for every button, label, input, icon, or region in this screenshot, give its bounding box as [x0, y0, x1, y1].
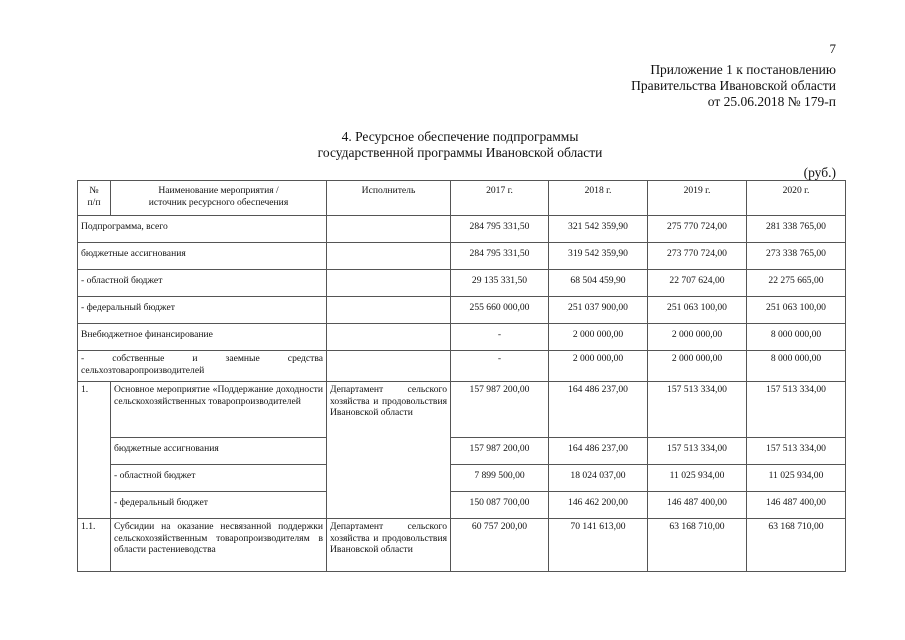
table-row	[78, 351, 846, 382]
value-2018: 2 000 000,00	[549, 351, 648, 382]
table-row	[78, 243, 846, 270]
value-2019: 2 000 000,00	[648, 324, 747, 351]
value-2017: 157 987 200,00	[451, 382, 549, 438]
header-name	[111, 181, 327, 216]
table-row	[78, 438, 846, 465]
value-2017: 29 135 331,50	[451, 270, 549, 297]
value-2018: 164 486 237,00	[549, 438, 648, 465]
row-label: - собственные и заемные средства сельхозтоваропроизводителей	[78, 351, 327, 382]
value-2017: 284 795 331,50	[451, 243, 549, 270]
value-2019: 275 770 724,00	[648, 216, 747, 243]
value-2018: 319 542 359,90	[549, 243, 648, 270]
value-2018: 70 141 613,00	[549, 519, 648, 572]
row-label: Подпрограмма, всего	[78, 216, 327, 243]
table-row	[78, 519, 846, 572]
header-text: Наименование мероприятия /	[158, 185, 279, 196]
value-2020: 8 000 000,00	[747, 324, 846, 351]
value-2018: 146 462 200,00	[549, 492, 648, 519]
value-2017: 7 899 500,00	[451, 465, 549, 492]
item-name: Субсидии на оказание несвязанной поддержки сельскохозяйственным товаропроизводителям в области растениеводства	[111, 519, 327, 572]
header-2019: 2019 г.	[648, 181, 747, 216]
value-2019: 273 770 724,00	[648, 243, 747, 270]
resolution-note-line: Приложение 1 к постановлению	[650, 62, 836, 77]
value-2019: 11 025 934,00	[648, 465, 747, 492]
item-name: Основное мероприятие «Поддержание доходности сельскохозяйственных товаропроизводителей	[111, 382, 327, 438]
value-2018: 321 542 359,90	[549, 216, 648, 243]
value-2020: 157 513 334,00	[747, 382, 846, 438]
value-2019: 157 513 334,00	[648, 382, 747, 438]
value-2019: 2 000 000,00	[648, 351, 747, 382]
currency-unit: (руб.)	[803, 165, 836, 180]
section-title-line: государственной программы Ивановской области	[317, 145, 603, 160]
value-2019: 63 168 710,00	[648, 519, 747, 572]
value-2020: 11 025 934,00	[747, 465, 846, 492]
item-executor: Департамент сельского хозяйства и продовольствия Ивановской области	[327, 382, 451, 519]
value-2017: 255 660 000,00	[451, 297, 549, 324]
value-2020: 281 338 765,00	[747, 216, 846, 243]
section-title-line: 4. Ресурсное обеспечение подпрограммы	[341, 129, 579, 144]
item-number: 1.1.	[78, 519, 111, 572]
row-label: - областной бюджет	[78, 270, 327, 297]
resolution-note-line: Правительства Ивановской области	[631, 78, 836, 93]
value-2020: 157 513 334,00	[747, 438, 846, 465]
section-title	[0, 129, 905, 161]
header-number	[78, 181, 111, 216]
row-executor	[327, 216, 451, 243]
table-row	[78, 382, 846, 438]
table-row	[78, 324, 846, 351]
value-2018: 68 504 459,90	[549, 270, 648, 297]
row-label: бюджетные ассигнования	[111, 438, 327, 465]
row-executor	[327, 243, 451, 270]
value-2017: -	[451, 324, 549, 351]
resource-table	[77, 180, 846, 572]
header-2018: 2018 г.	[549, 181, 648, 216]
table-row	[78, 270, 846, 297]
header-text: источник ресурсного обеспечения	[148, 196, 289, 208]
row-label: Внебюджетное финансирование	[78, 324, 327, 351]
value-2019: 157 513 334,00	[648, 438, 747, 465]
value-2020: 251 063 100,00	[747, 297, 846, 324]
row-label: - областной бюджет	[111, 465, 327, 492]
value-2017: 150 087 700,00	[451, 492, 549, 519]
row-label: - федеральный бюджет	[78, 297, 327, 324]
value-2017: 157 987 200,00	[451, 438, 549, 465]
value-2017: -	[451, 351, 549, 382]
table-row	[78, 216, 846, 243]
row-label: - федеральный бюджет	[111, 492, 327, 519]
value-2018: 18 024 037,00	[549, 465, 648, 492]
value-2019: 251 063 100,00	[648, 297, 747, 324]
row-label: бюджетные ассигнования	[78, 243, 327, 270]
table-row	[78, 297, 846, 324]
header-2020: 2020 г.	[747, 181, 846, 216]
header-executor: Исполнитель	[327, 181, 451, 216]
value-2018: 164 486 237,00	[549, 382, 648, 438]
value-2018: 2 000 000,00	[549, 324, 648, 351]
page-number: 7	[829, 41, 836, 56]
value-2020: 63 168 710,00	[747, 519, 846, 572]
header-text: п/п	[87, 196, 101, 208]
item-number: 1.	[78, 382, 111, 519]
header-2017: 2017 г.	[451, 181, 549, 216]
value-2017: 60 757 200,00	[451, 519, 549, 572]
value-2019: 146 487 400,00	[648, 492, 747, 519]
value-2020: 273 338 765,00	[747, 243, 846, 270]
row-executor	[327, 324, 451, 351]
resolution-note-line: от 25.06.2018 № 179-п	[707, 94, 836, 109]
table-row	[78, 492, 846, 519]
table-header-row	[78, 181, 846, 216]
value-2020: 146 487 400,00	[747, 492, 846, 519]
row-executor	[327, 297, 451, 324]
row-executor	[327, 270, 451, 297]
value-2019: 22 707 624,00	[648, 270, 747, 297]
header-text: №	[89, 185, 99, 196]
value-2017: 284 795 331,50	[451, 216, 549, 243]
value-2020: 22 275 665,00	[747, 270, 846, 297]
value-2020: 8 000 000,00	[747, 351, 846, 382]
item-executor: Департамент сельского хозяйства и продовольствия Ивановской области	[327, 519, 451, 572]
row-executor	[327, 351, 451, 382]
resolution-note	[631, 62, 836, 110]
table-row	[78, 465, 846, 492]
value-2018: 251 037 900,00	[549, 297, 648, 324]
